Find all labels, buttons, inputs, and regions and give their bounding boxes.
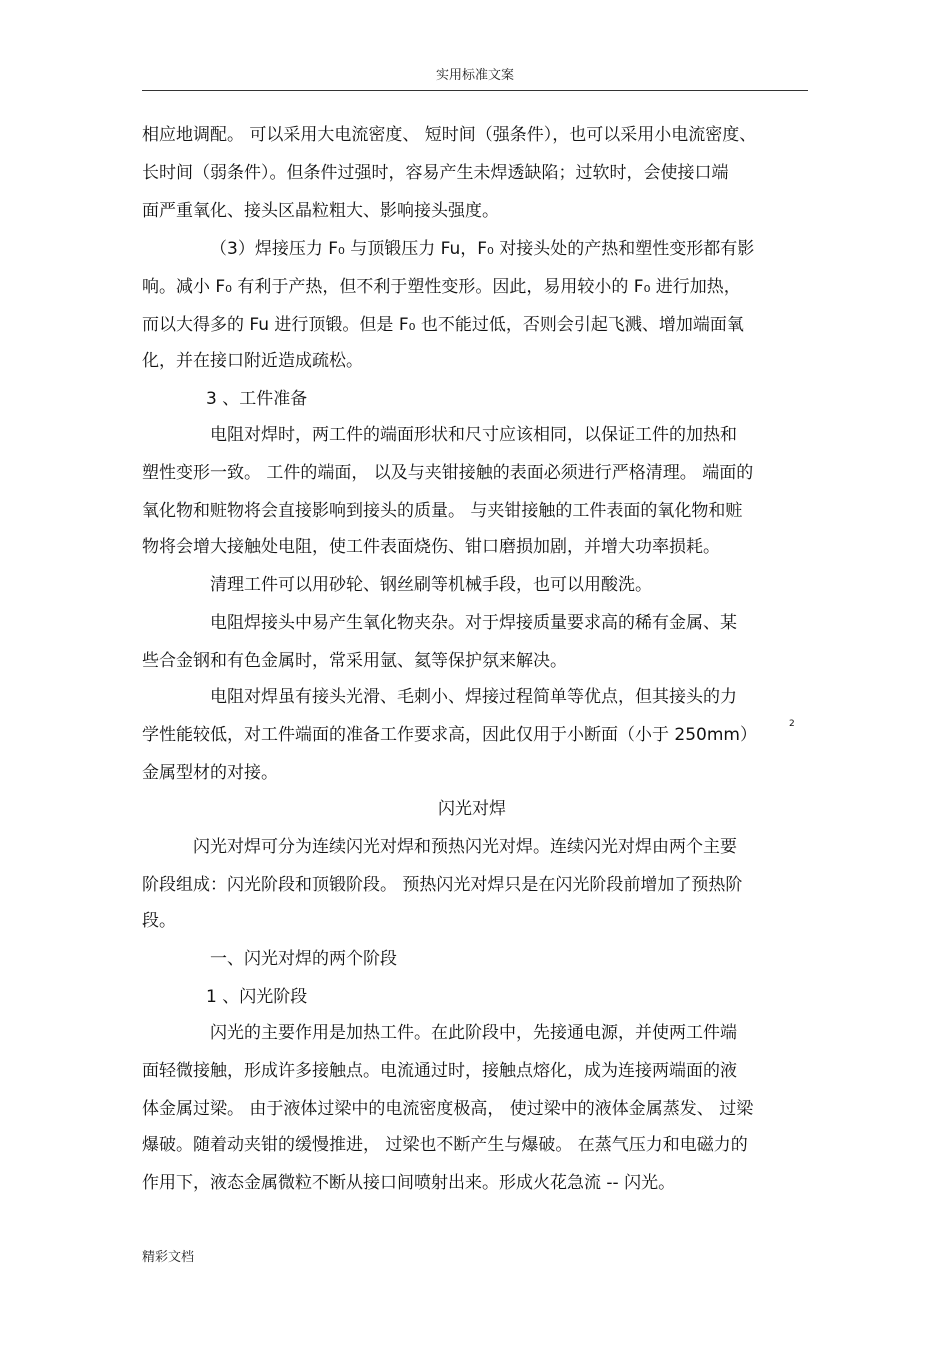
section-heading: 3 、工件准备 <box>206 389 308 409</box>
text-line: 闪光的主要作用是加热工件。在此阶段中，先接通电源，并使两工件端 <box>210 1023 737 1043</box>
header-divider <box>142 90 808 91</box>
text-line: 电阻对焊时，两工件的端面形状和尺寸应该相同，以保证工件的加热和 <box>210 425 737 445</box>
text-line: 电阻对焊虽有接头光滑、毛刺小、焊接过程简单等优点，但其接头的力 <box>210 687 737 707</box>
text-line: 物将会增大接触处电阻，使工件表面烧伤、钳口磨损加剧，并增大功率损耗。 <box>142 537 720 557</box>
text-line: 金属型材的对接。 <box>142 763 278 783</box>
text-line: 爆破。随着动夹钳的缓慢推进， 过梁也不断产生与爆破。 在蒸气压力和电磁力的 <box>142 1135 748 1155</box>
section-title: 闪光对焊 <box>438 799 506 819</box>
text-line: 些合金钢和有色金属时，常采用氩、氦等保护氛来解决。 <box>142 651 567 671</box>
page-header: 实用标准文案 <box>435 68 514 83</box>
text-line: 面严重氧化、接头区晶粒粗大、影响接头强度。 <box>142 201 499 221</box>
text-line: 作用下，液态金属微粒不断从接口间喷射出来。形成火花急流 -- 闪光。 <box>142 1173 676 1193</box>
text-line: 塑性变形一致。 工件的端面， 以及与夹钳接触的表面必须进行严格清理。 端面的 <box>142 463 754 483</box>
page-footer: 精彩文档 <box>142 1250 195 1265</box>
text-line: 阶段组成：闪光阶段和顶锻阶段。 预热闪光对焊只是在闪光阶段前增加了预热阶 <box>142 875 743 895</box>
text-line: 段。 <box>142 911 176 931</box>
text-line: 响。减小 F₀ 有利于产热，但不利于塑性变形。因此，易用较小的 F₀ 进行加热， <box>142 277 741 297</box>
text-line: 化，并在接口附近造成疏松。 <box>142 351 363 371</box>
text-line: （3）焊接压力 F₀ 与顶锻压力 Fu，F₀ 对接头处的产热和塑性变形都有影 <box>210 239 755 259</box>
text-line: 相应地调配。 可以采用大电流密度、 短时间（强条件），也可以采用小电流密度、 <box>142 125 757 145</box>
superscript-2: 2 <box>789 719 795 729</box>
section-heading: 一、闪光对焊的两个阶段 <box>210 949 397 969</box>
text-line: 电阻焊接头中易产生氧化物夹杂。对于焊接质量要求高的稀有金属、某 <box>210 613 737 633</box>
text-line: 面轻微接触，形成许多接触点。电流通过时，接触点熔化，成为连接两端面的液 <box>142 1061 737 1081</box>
text-line: 闪光对焊可分为连续闪光对焊和预热闪光对焊。连续闪光对焊由两个主要 <box>193 837 737 857</box>
text-line: 体金属过梁。 由于液体过梁中的电流密度极高， 使过梁中的液体金属蒸发、 过梁 <box>142 1099 754 1119</box>
text-line: 清理工件可以用砂轮、钢丝刷等机械手段，也可以用酸洗。 <box>210 575 652 595</box>
section-heading: 1 、闪光阶段 <box>206 987 308 1007</box>
text-line: 学性能较低，对工件端面的准备工作要求高，因此仅用于小断面（小于 250mm） <box>142 725 757 745</box>
text-line: 氧化物和赃物将会直接影响到接头的质量。 与夹钳接触的工件表面的氧化物和赃 <box>142 501 743 521</box>
text-line: 长时间（弱条件）。但条件过强时，容易产生未焊透缺陷；过软时，会使接口端 <box>142 163 729 183</box>
text-line: 而以大得多的 Fu 进行顶锻。但是 F₀ 也不能过低，否则会引起飞溅、增加端面氧 <box>142 315 744 335</box>
